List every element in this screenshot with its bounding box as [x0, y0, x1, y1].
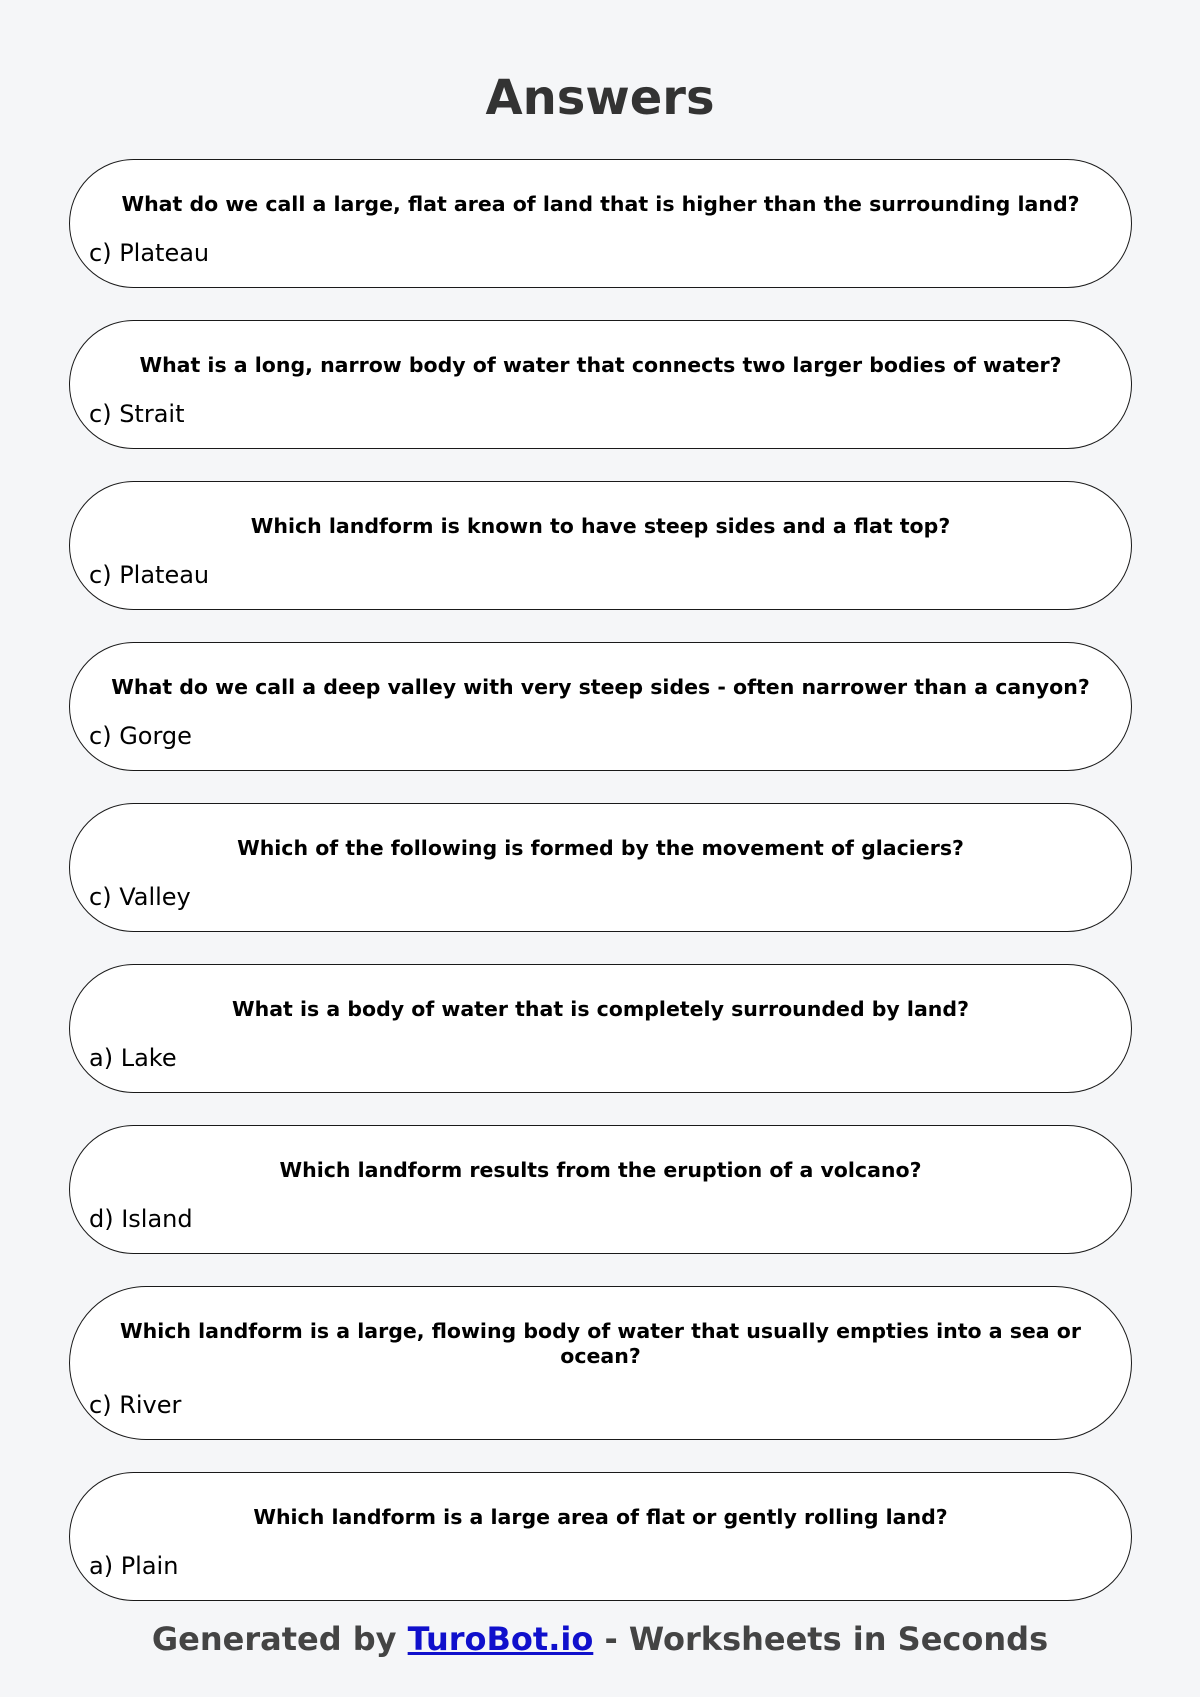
footer: [0, 1619, 1200, 1659]
question-text: What do we call a deep valley with very steep sides - often narrower than a canyon?: [111, 675, 1090, 699]
question-text: Which landform is a large area of flat or gently rolling land?: [253, 1505, 948, 1529]
answer-text: a) Lake: [89, 1044, 177, 1072]
answer-card-2: [69, 320, 1132, 449]
page-title: Answers: [485, 70, 715, 126]
answer-card-7: [69, 1125, 1132, 1254]
question-text: What do we call a large, flat area of land that is higher than the surrounding land?: [121, 192, 1080, 216]
answer-text: d) Island: [89, 1205, 193, 1233]
question-text: What is a long, narrow body of water that connects two larger bodies of water?: [139, 353, 1062, 377]
answer-text: a) Plain: [89, 1552, 179, 1580]
answer-text: c) River: [89, 1391, 182, 1419]
footer-prefix: Generated by: [151, 1620, 408, 1658]
answer-card-4: [69, 642, 1132, 771]
question-text: Which landform results from the eruption of a volcano?: [279, 1158, 922, 1182]
question-text: What is a body of water that is completely surrounded by land?: [232, 997, 969, 1021]
answer-card-6: [69, 964, 1132, 1093]
answer-text: c) Plateau: [89, 561, 210, 589]
answer-card-1: [69, 159, 1132, 288]
answer-text: c) Strait: [89, 400, 185, 428]
answer-text: c) Plateau: [89, 239, 210, 267]
answer-card-3: [69, 481, 1132, 610]
answer-text: c) Valley: [89, 883, 191, 911]
question-text: Which of the following is formed by the movement of glaciers?: [237, 836, 964, 860]
answer-card-9: [69, 1472, 1132, 1601]
footer-suffix: - Worksheets in Seconds: [593, 1620, 1049, 1658]
answer-card-8: [69, 1286, 1132, 1440]
answer-list: [69, 159, 1132, 1633]
answer-card-5: [69, 803, 1132, 932]
answer-text: c) Gorge: [89, 722, 192, 750]
question-text: Which landform is a large, flowing body of water that usually empties into a sea or ocean?: [120, 1319, 1081, 1368]
turobot-link[interactable]: TuroBot.io: [407, 1620, 594, 1658]
question-text: Which landform is known to have steep sides and a flat top?: [250, 514, 951, 538]
